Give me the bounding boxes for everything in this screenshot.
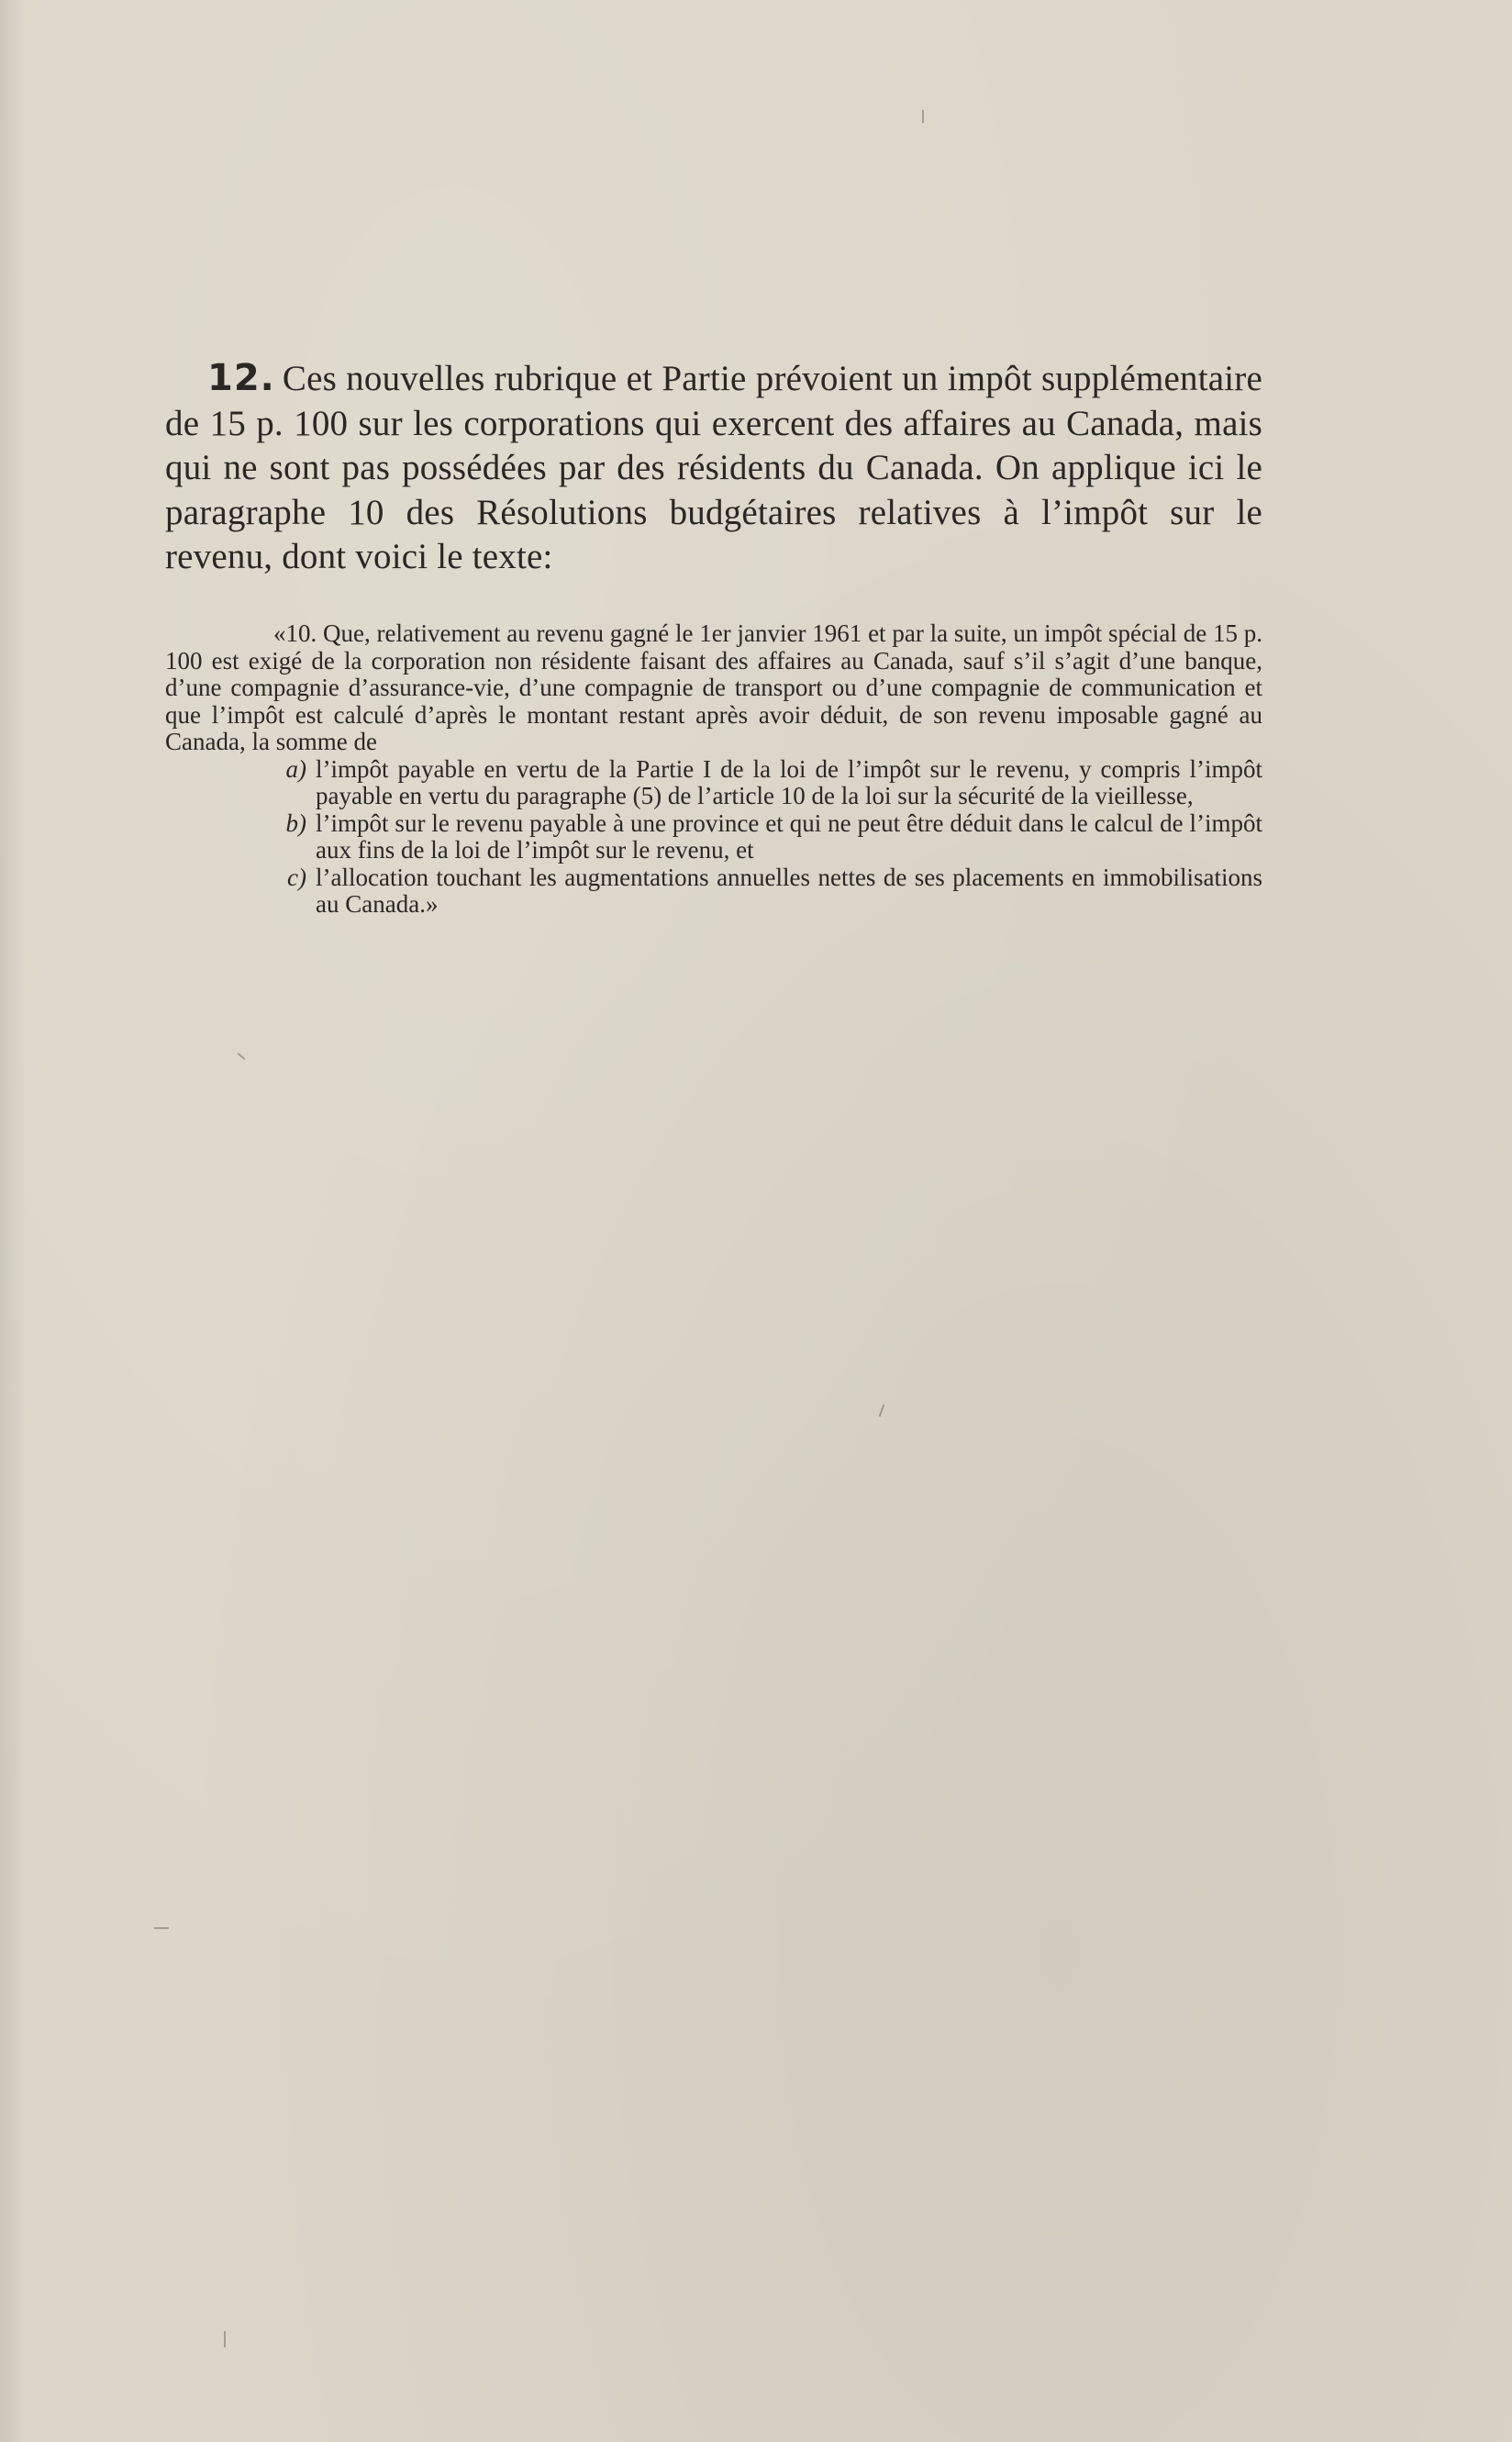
quote-intro: «10. Que, relativement au revenu gagné le 1er janvier 1961 et par la suite, un impôt spécial de 15 p. 100 est exigé de la corporation non résidente faisant des affaires au Canada, sauf s’il s’agit d’une banque, d’une compagnie d’assurance-vie, d’une compagnie de transport ou d’une compagnie de communication et que l’impôt est calculé d’après le montant restant après avoir déduit, de son revenu imposable gagné au Canada, la somme de bbox=[165, 619, 1262, 755]
paper-speck bbox=[224, 2331, 226, 2347]
clause-a bbox=[165, 756, 1262, 810]
clause-text: l’impôt sur le revenu payable à une province et qui ne peut être déduit dans le calcul de l’impôt aux fins de la loi de l’impôt sur le revenu, et bbox=[316, 808, 1262, 864]
clause-letter: a) bbox=[285, 754, 306, 783]
main-paragraph bbox=[165, 356, 1262, 580]
clause-b bbox=[165, 810, 1262, 864]
paper-speck bbox=[238, 1053, 246, 1060]
paragraph-number: 12. bbox=[207, 357, 275, 399]
clause-text: l’allocation touchant les augmentations annuelles nettes de ses placements en immobilisations au Canada.» bbox=[316, 863, 1262, 918]
clause-text: l’impôt payable en vertu de la Partie I de la loi de l’impôt sur le revenu, y compris l’impôt payable en vertu du paragraphe (5) de l’article 10 de la loi sur la sécurité de la vieillesse, bbox=[316, 754, 1262, 809]
clause-letter: c) bbox=[287, 863, 306, 891]
quoted-resolution bbox=[165, 620, 1262, 919]
paper-speck bbox=[922, 110, 924, 123]
paper-speck bbox=[879, 1404, 885, 1417]
clause-letter: b) bbox=[285, 808, 306, 837]
paragraph-text: Ces nouvelles rubrique et Partie prévoient un impôt supplémentaire de 15 p. 100 sur les corporations qui exercent des affaires au Canada, mais qui ne sont pas possédées par des résidents du Canada. On applique ici le paragraphe 10 des Résolutions budgétaires relatives à l’impôt sur le revenu, dont voici le texte: bbox=[165, 359, 1262, 576]
clause-c bbox=[165, 864, 1262, 919]
paper-speck bbox=[154, 1927, 169, 1929]
